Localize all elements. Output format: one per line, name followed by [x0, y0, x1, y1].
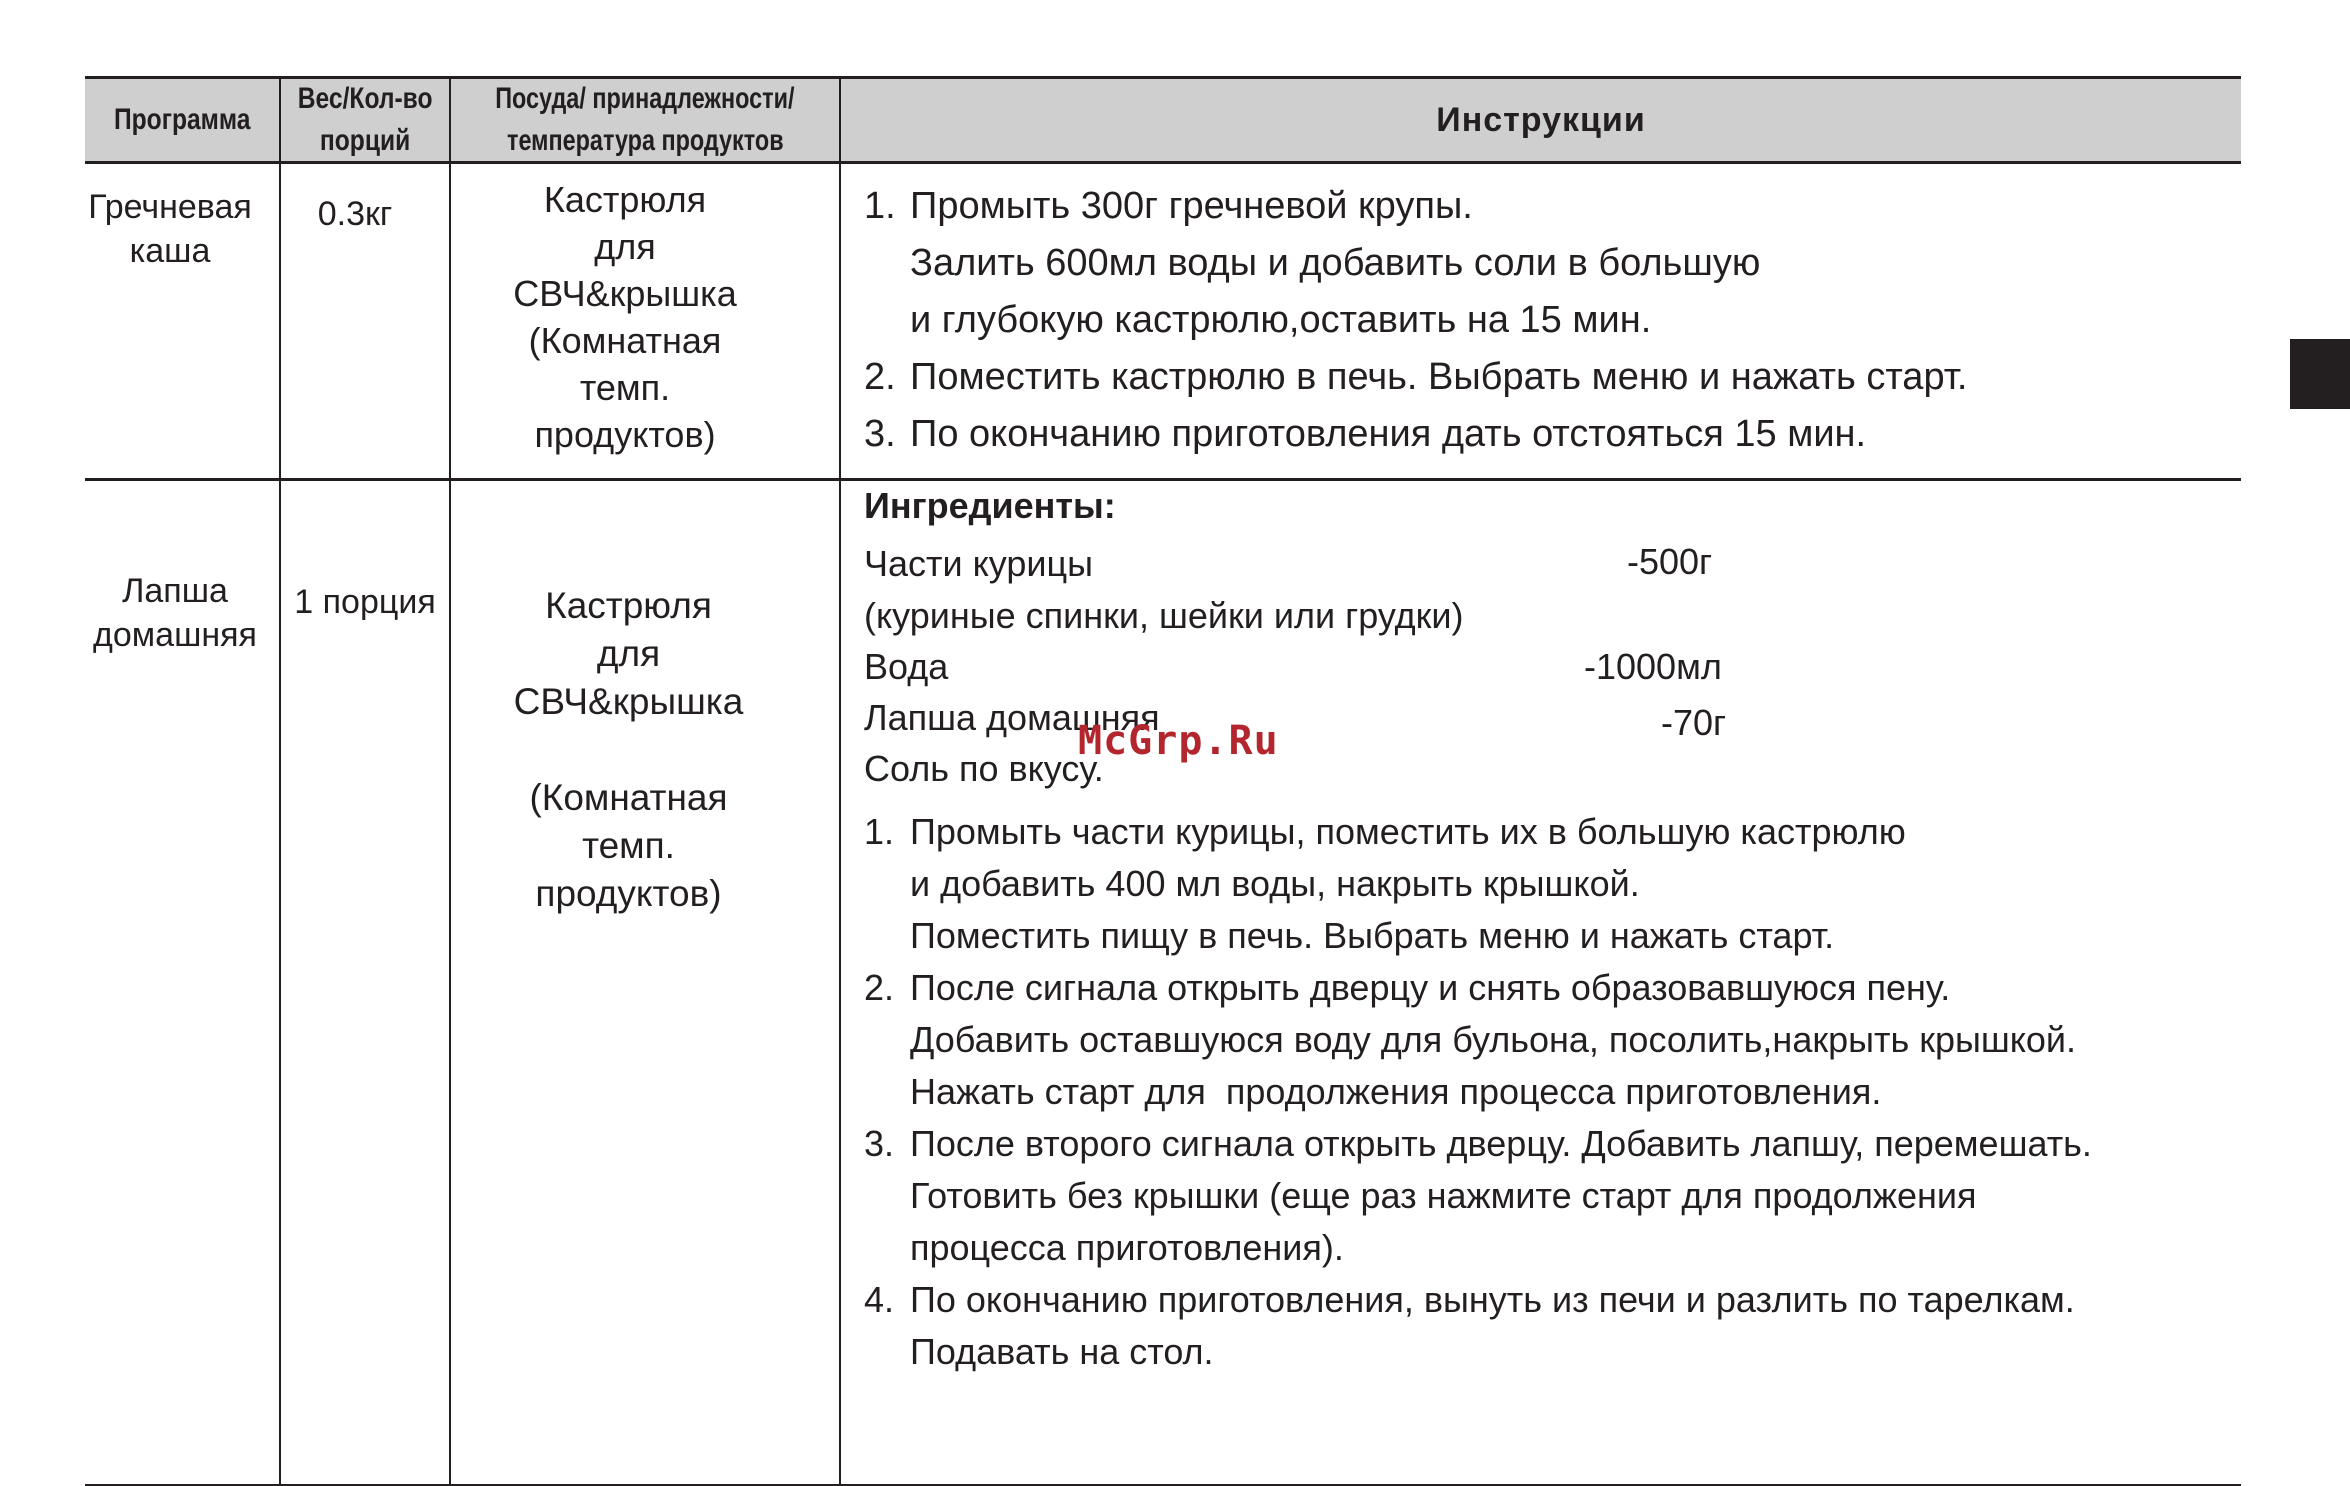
row1-step-3: 3. По окончанию приготовления дать отстояться 15 мин.: [864, 413, 1867, 455]
ingredient-4-name: Лапша домашняя: [864, 697, 1160, 738]
row2-step-1: 1. Промыть части курицы, поместить их в большую кастрюлю и добавить 400 мл воды, накрыть крышкой. Поместить пищу в печь. Выбрать меню и нажать старт.: [864, 811, 1906, 956]
ingredient-1-amount: -500г: [1627, 541, 1713, 582]
row1-dish: Кастрюля для СВЧ&крышка (Комнатная темп. продуктов): [513, 179, 737, 455]
header-dish: [451, 78, 839, 162]
ingredient-4-amount: -70г: [1661, 702, 1727, 743]
ingredient-3-name: Вода: [864, 646, 949, 687]
header-dish-line-1: Посуда/ принадлежности/: [495, 82, 795, 115]
row2-program: Лапша домашняя: [93, 572, 257, 654]
row1-weight: 0.3кг: [317, 195, 393, 233]
ingredient-5-name: Соль по вкусу.: [864, 748, 1104, 789]
row2-step-3: 3. После второго сигнала открыть дверцу. Добавить лапшу, перемешать. Готовить без крышки (еще раз нажмите старт для продолжения процесса приготовления).: [864, 1123, 2092, 1268]
header-weight: [281, 78, 449, 162]
row2-dish: Кастрюля для СВЧ&крышка (Комнатная темп. продуктов): [513, 585, 744, 914]
row2-instructions: [864, 806, 2092, 1378]
header-dish-line-2: температура продуктов: [506, 124, 784, 157]
column-divider-1: [279, 77, 281, 1486]
header-weight-line-2: порций: [319, 124, 411, 157]
row1-instructions: [864, 178, 1968, 463]
row-divider-rule: [85, 478, 2241, 481]
ingredients-title: Ингредиенты:: [864, 485, 1116, 526]
header-weight-line-1: Вес/Кол-во: [297, 82, 433, 115]
row2-step-4: 4. По окончанию приготовления, вынуть из печи и разлить по тарелкам. Подавать на стол.: [864, 1279, 2075, 1372]
row1-step-2: 2. Поместить кастрюлю в печь. Выбрать меню и нажать старт.: [864, 356, 1968, 398]
column-divider-3: [839, 77, 841, 1486]
row1-step-1: 1. Промыть 300г гречневой крупы. Залить 600мл воды и добавить соли в большую и глубокую кастрюлю,оставить на 15 мин.: [864, 185, 1761, 341]
header-program: Программа: [113, 103, 251, 136]
ingredient-1-name: Части курицы: [864, 543, 1093, 584]
watermark: McGrp.Ru: [1078, 718, 1279, 764]
header-instructions: Инструкции: [1436, 101, 1646, 139]
row2-weight: 1 порция: [294, 583, 436, 621]
row2-step-2: 2. После сигнала открыть дверцу и снять образовавшуюся пену. Добавить оставшуюся воду для бульона, посолить,накрыть крышкой. Нажать старт для продолжения процесса приготовления.: [864, 967, 2077, 1112]
side-tab-marker: [2290, 339, 2350, 409]
ingredient-3-amount: -1000мл: [1584, 646, 1722, 687]
row1-program: Гречневая каша: [88, 188, 252, 270]
ingredient-2-name: (куриные спинки, шейки или грудки): [864, 595, 1464, 636]
